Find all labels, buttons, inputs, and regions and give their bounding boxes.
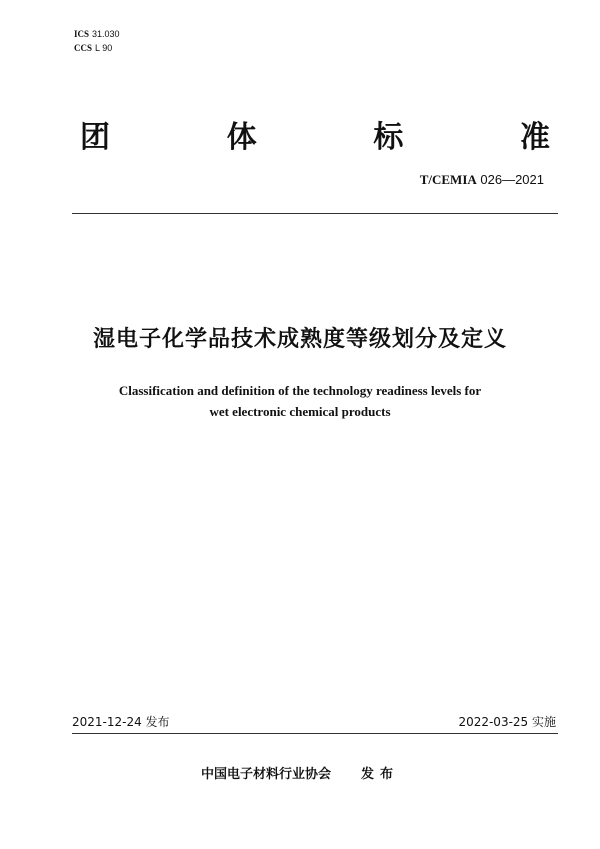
ics-label: ICS [74, 29, 90, 39]
ics-code: 31.030 [92, 29, 120, 39]
ccs-label: CCS [74, 43, 93, 53]
implementation-date: 2022-03-25 实施 [458, 715, 556, 729]
english-title-line: Classification and definition of the technology readiness levels for [118, 383, 482, 398]
ics-line [74, 28, 120, 42]
standard-number-code: 026—2021 [476, 172, 544, 187]
standard-type-heading [80, 112, 550, 156]
ccs-line [74, 42, 120, 56]
publisher-action: 发布 [361, 767, 400, 782]
english-title [0, 380, 600, 422]
publisher-line [0, 763, 600, 782]
standard-number [420, 172, 544, 188]
english-title-line: wet electronic chemical products [209, 404, 391, 419]
publisher-name: 中国电子材料行业协会 [200, 767, 331, 782]
ccs-code: L 90 [95, 43, 113, 53]
standard-type-char: 体 [226, 120, 257, 155]
top-divider [72, 213, 558, 214]
bottom-divider [72, 733, 558, 734]
classification-codes [74, 28, 120, 56]
standard-number-prefix: T/CEMIA [419, 172, 477, 187]
issue-date: 2021-12-24 发布 [72, 715, 170, 729]
standard-type-char: 团 [80, 120, 110, 155]
standard-type-char: 准 [519, 120, 550, 155]
standard-type-char: 标 [373, 120, 404, 155]
chinese-title: 湿电子化学品技术成熟度等级划分及定义 [92, 327, 507, 352]
